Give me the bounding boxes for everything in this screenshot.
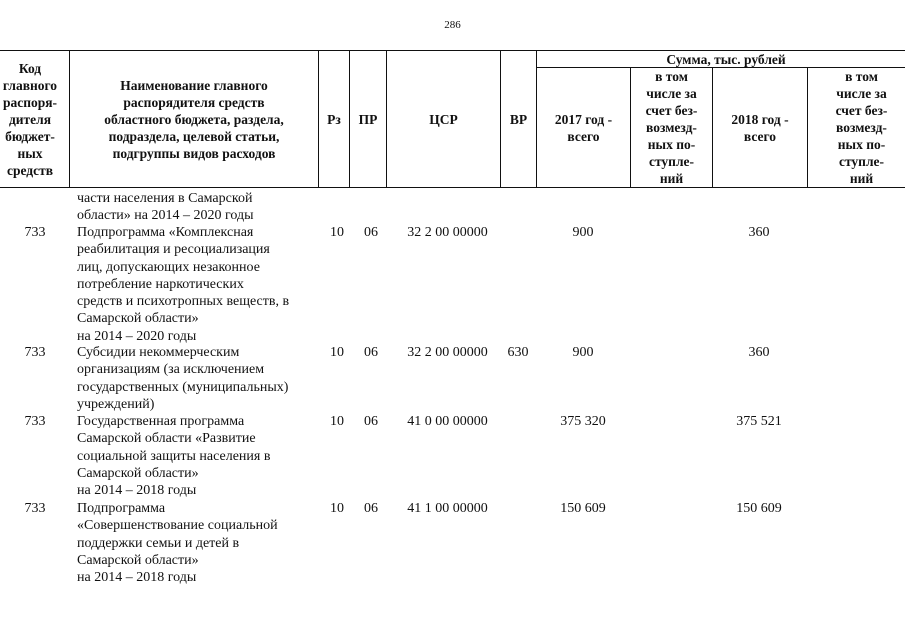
- row-sum-2017: 150 609: [560, 501, 606, 516]
- row-rz: 10: [330, 225, 344, 240]
- header-csr: ЦСР: [386, 50, 501, 188]
- row-pr: 06: [364, 501, 378, 516]
- row-sum-2018: 375 521: [736, 414, 782, 429]
- row-sum-2017: 900: [572, 225, 594, 240]
- row-vr: 630: [507, 345, 529, 360]
- row-csr: 32 2 00 00000: [407, 345, 488, 360]
- row-name: Подпрограмма «Комплексная реабилитация и ресоциализация лиц, допускающих незаконное потребление наркотических средств и психотропных веществ, в Самарской области» на 2014 – 2020 годы: [77, 225, 290, 344]
- row-sum-2018: 360: [748, 225, 770, 240]
- row-name: Государственная программа Самарской области «Развитие социальной защиты населения в Самарской области» на 2014 – 2018 годы: [77, 414, 271, 499]
- row-sum-2018: 360: [748, 345, 770, 360]
- row-sum-2017: 900: [572, 345, 594, 360]
- header-vr: ВР: [500, 50, 537, 188]
- page-number: 286: [444, 19, 461, 31]
- header-2018-grants: в том числе за счет без- возмезд- ных по- ступле- ний: [807, 67, 905, 188]
- row-csr: 32 2 00 00000: [407, 225, 488, 240]
- header-2017-grants: в том числе за счет без- возмезд- ных по- ступле- ний: [630, 67, 713, 188]
- row-csr: 41 1 00 00000: [407, 501, 488, 516]
- row-sum-2017: 375 320: [560, 414, 606, 429]
- row-csr: 41 0 00 00000: [407, 414, 488, 429]
- row-name: Субсидии некоммерческим организациям (за исключением государственных (муниципальных) учреждений): [77, 345, 289, 412]
- row-rz: 10: [330, 501, 344, 516]
- continuation-text: части населения в Самарской области» на 2014 – 2020 годы: [77, 191, 254, 224]
- header-code: Код главного распоря- дителя бюджет- ных средств: [0, 50, 70, 188]
- row-rz: 10: [330, 345, 344, 360]
- row-code: 733: [24, 414, 46, 429]
- header-2017-total: 2017 год - всего: [536, 67, 631, 188]
- row-pr: 06: [364, 345, 378, 360]
- header-name: Наименование главного распорядителя средств областного бюджета, раздела, подраздела, целевой статьи, подгруппы видов расходов: [69, 50, 319, 188]
- header-rz: Рз: [318, 50, 350, 188]
- header-sum: Сумма, тыс. рублей: [536, 50, 905, 68]
- row-code: 733: [24, 345, 46, 360]
- header-2018-total: 2018 год - всего: [712, 67, 808, 188]
- row-pr: 06: [364, 414, 378, 429]
- row-rz: 10: [330, 414, 344, 429]
- row-code: 733: [24, 501, 46, 516]
- row-pr: 06: [364, 225, 378, 240]
- row-code: 733: [24, 225, 46, 240]
- header-pr: ПР: [349, 50, 387, 188]
- row-sum-2018: 150 609: [736, 501, 782, 516]
- row-name: Подпрограмма «Совершенствование социальной поддержки семьи и детей в Самарской области» на 2014 – 2018 годы: [77, 501, 278, 586]
